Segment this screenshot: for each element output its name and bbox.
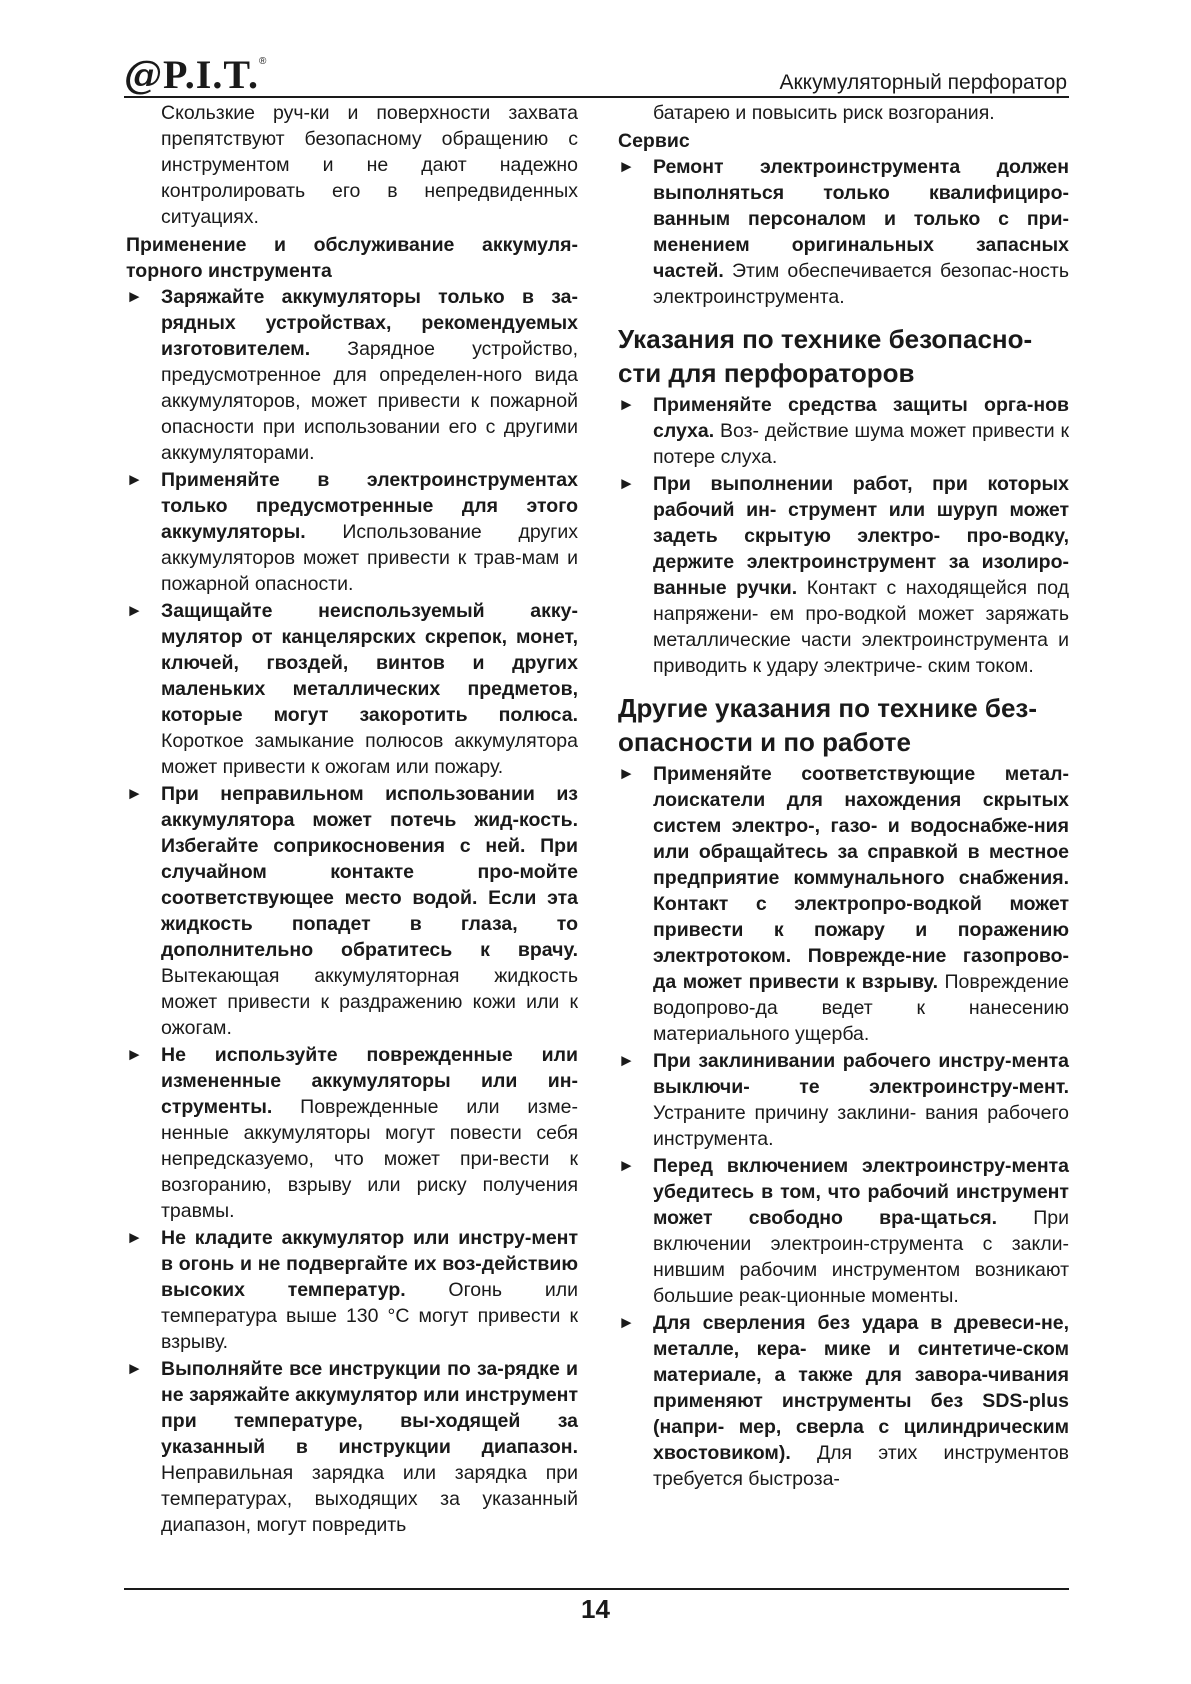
instruction-text: Неправильная зарядка или зарядка при температурах, выходящих за указанный диапазон, могут повредить (161, 1462, 578, 1536)
list-item (618, 471, 1069, 679)
arrow-right-icon: ► (126, 470, 143, 489)
instruction-bold: Не кладите аккумулятор или инстру-мент в огонь и не подвергайте их воз-действию высоких температур. (161, 1227, 578, 1301)
right-column (618, 100, 1069, 1493)
instruction-bold: Применяйте соответствующие метал-лоискатели для нахождения скрытых систем электро-, газо- и водоснабже-ния или обращайтесь за справкой в местное предприятие коммунального снабжения. Контакт с электропро-водкой может привести к пожару и поражению электротоком. Поврежде-ние газопрово- да может привести к взрыву. (653, 763, 1069, 993)
arrow-right-icon: ► (126, 784, 143, 803)
instruction-text: Поврежденные или изме-ненные аккумуляторы могут повести себя непредсказуемо, что может при-вести к возгоранию, взрыву или риску получения травмы. (161, 1096, 578, 1222)
instruction-bold: При выполнении работ, при которых рабочий ин- струмент или шуруп может задеть скрытую электро- про-водку, держите электроинструмент за изолиро- ванные ручки. (653, 473, 1069, 599)
instruction-text: Этим обеспечивается безопас-ность электроинструмента. (653, 260, 1069, 308)
list-item (618, 761, 1069, 1047)
section-title-perforator-safety: Указания по технике безопасно-сти для перфораторов (618, 324, 1033, 388)
instruction-text: Короткое замыкание полюсов аккумулятора может привести к ожогам или пожару. (161, 730, 578, 778)
list-item (126, 598, 578, 780)
instruction-text: Для этих инструментов требуется быстроза- (653, 1442, 1069, 1490)
arrow-right-icon: ► (618, 1051, 635, 1070)
instruction-bold: При неправильном использовании из аккумулятора может потечь жид-кость. Избегайте соприкосновения с ней. При случайном контакте про-мойте соответствующее место водой. Если эта жидкость попадет в глаза, то дополнительно обратитесь к врачу. (161, 783, 578, 961)
arrow-right-icon: ► (618, 1313, 635, 1332)
arrow-right-icon: ► (618, 474, 635, 493)
list-item (618, 1310, 1069, 1492)
arrow-right-icon: ► (126, 1045, 143, 1064)
list-item (618, 392, 1069, 470)
list-item (126, 1225, 578, 1355)
list-item (618, 154, 1069, 310)
instruction-bold: Применяйте средства защиты орга-нов слуха. (653, 394, 1069, 442)
section-heading-text: Применение и обслуживание аккумуля-торного инструмента (126, 234, 578, 282)
brand-logo (124, 52, 266, 98)
instruction-text: Устраните причину заклини- вания рабочего инструмента. (653, 1102, 1069, 1150)
arrow-right-icon: ► (126, 1359, 143, 1378)
arrow-right-icon: ► (618, 157, 635, 176)
arrow-right-icon: ► (126, 601, 143, 620)
arrow-right-icon: ► (126, 287, 143, 306)
header-divider (124, 96, 1069, 98)
arrow-right-icon: ► (126, 1228, 143, 1247)
instruction-bold: Для сверления без удара в древеси-не, металле, кера- мике и синтетиче-ском материале, а также для завора-чивания применяют инструменты без SDS-plus (напри- мер, сверла с цилиндрическим хвостовиком). (653, 1312, 1069, 1464)
instruction-bold: При заклинивании рабочего инстру-мента выключи- те электроинстру-мент. (653, 1050, 1069, 1098)
instruction-text: При включении электроин-струмента с закли- нившим рабочим инструментом возникают большие реак-ционные моменты. (653, 1207, 1069, 1307)
list-item (126, 1042, 578, 1224)
logo-mark-icon: @ (124, 52, 161, 97)
list-item (126, 781, 578, 1041)
list-item (126, 284, 578, 466)
document-title: Аккумуляторный перфоратор (779, 71, 1067, 94)
page-number: 14 (581, 1594, 610, 1624)
instruction-text: Вытекающая аккумуляторная жидкость может привести к раздражению кожи или к ожогам. (161, 965, 578, 1039)
list-item (126, 1356, 578, 1538)
section-title-other-safety: Другие указания по технике без-опасности и по работе (618, 693, 1037, 757)
intro-paragraph: Скользкие руч-ки и поверхности захвата препятствуют безопасному обращению с инструментом и не дают надежно контролировать его в непредвиденных ситуациях. (161, 102, 578, 228)
instruction-text: Контакт с находящейся под напряжени- ем про-водкой может заряжать металлические части электроинструмента и приводить к удару электриче- ским током. (653, 577, 1069, 677)
instruction-bold: Выполняйте все инструкции по за-рядке и не заряжайте аккумулятор или инструмент при температуре, вы-ходящей за указанный в инструкции диапазон. (161, 1358, 578, 1458)
instruction-text: Повреждение водопрово-да ведет к нанесению материального ущерба. (653, 971, 1069, 1045)
list-item (126, 467, 578, 597)
brand-name: P.I.T. (163, 52, 260, 97)
instruction-bold: Перед включением электроинстру-мента убедитесь в том, что рабочий инструмент может свободно вра-щаться. (653, 1155, 1069, 1229)
instruction-bold: Ремонт электроинструмента должен выполняться только квалифициро-ванным персоналом и только с при-менением оригинальных запасных частей. (653, 156, 1069, 282)
footer-divider (124, 1588, 1069, 1590)
arrow-right-icon: ► (618, 764, 635, 783)
instruction-bold: Защищайте неиспользуемый акку-мулятор от канцелярских скрепок, монет, ключей, гвоздей, винтов и других маленьких металлических предметов, которые могут закоротить полюса. (161, 600, 578, 726)
service-heading: Сервис (618, 130, 690, 152)
list-item (618, 1048, 1069, 1152)
instruction-bold: Заряжайте аккумуляторы только в за-рядных устройствах, рекомендуемых изготовителем. (161, 286, 578, 360)
instruction-text: Зарядное устройство, предусмотренное для определен-ного вида аккумуляторов, может привести к пожарной опасности при использовании его с другими аккумуляторами. (161, 338, 578, 464)
list-item (618, 1153, 1069, 1309)
arrow-right-icon: ► (618, 1156, 635, 1175)
continuation-paragraph: батарею и повысить риск возгорания. (653, 102, 995, 124)
instruction-text: Использование других аккумуляторов может привести к трав-мам и пожарной опасности. (161, 521, 578, 595)
instruction-bold: Не используйте поврежденные или измененные аккумуляторы или ин-струменты. (161, 1044, 578, 1118)
instruction-bold: Применяйте в электроинструментах только предусмотренные для этого аккумуляторы. (161, 469, 578, 543)
section-heading-battery-tool (126, 232, 578, 284)
registered-mark: ® (259, 55, 267, 67)
left-column (126, 100, 578, 1539)
arrow-right-icon: ► (618, 395, 635, 414)
instruction-text: Воз- действие шума может привести к потере слуха. (653, 420, 1069, 468)
instruction-text: Огонь или температура выше 130 °С могут привести к взрыву. (161, 1279, 578, 1353)
